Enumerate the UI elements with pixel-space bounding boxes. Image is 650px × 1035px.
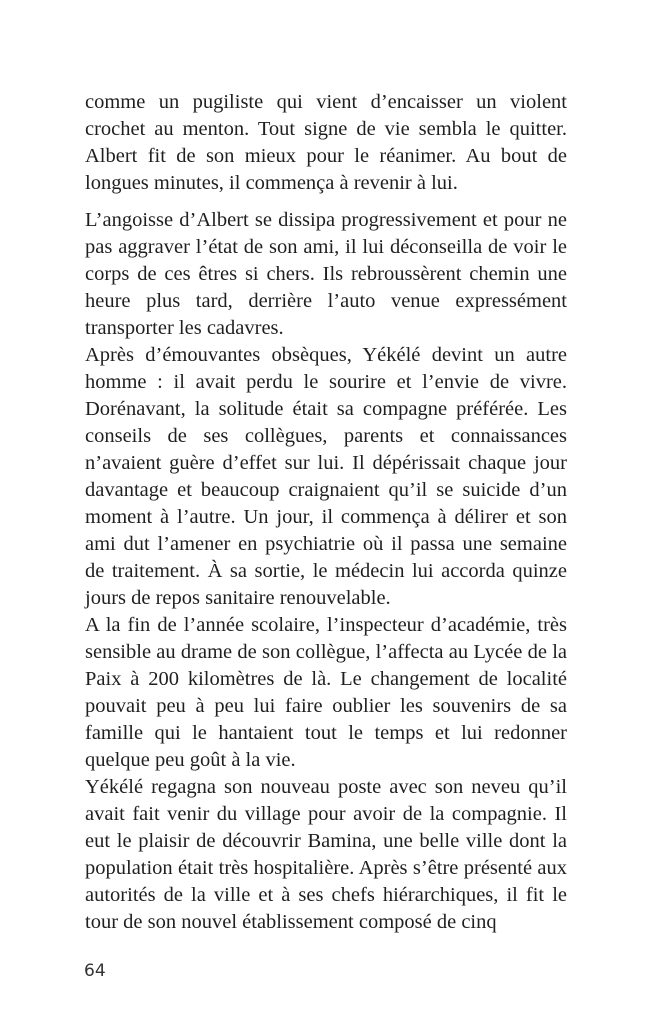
page-number: 64 (84, 961, 106, 981)
paragraph-5: Yékélé regagna son nouveau poste avec son neveu qu’il avait fait venir du village pour avoir de la compagnie. Il eut le plaisir de découvrir Bamina, une belle ville dont la population était très hospitalière. Après s’être présenté aux autorités de la ville et à ses chefs hiérarchiques, il fit le tour de son nouvel établissement composé de cinq (85, 776, 567, 933)
paragraph-1: comme un pugiliste qui vient d’encaisser un violent crochet au menton. Tout signe de vie sembla le quitter. Albert fit de son mieux pour le réanimer. Au bout de longues minutes, il commença à revenir à lui. (85, 91, 567, 194)
body-text (85, 89, 567, 936)
paragraph-3: Après d’émouvantes obsèques, Yékélé devint un autre homme : il avait perdu le sourire et l’envie de vivre. Dorénavant, la solitude était sa compagne préférée. Les conseils de ses collègues, parents et connaissances n’avaient guère d’effet sur lui. Il dépérissait chaque jour davantage et beaucoup craignaient qu’il se suicide d’un moment à l’autre. Un jour, il commença à délirer et son ami dut l’amener en psychiatrie où il passa une semaine de traitement. À sa sortie, le médecin lui accorda quinze jours de repos sanitaire renouvelable. (85, 344, 567, 609)
paragraph-4: A la fin de l’année scolaire, l’inspecteur d’académie, très sensible au drame de son collègue, l’affecta au Lycée de la Paix à 200 kilomètres de là. Le changement de localité pouvait peu à peu lui faire oublier les souvenirs de sa famille qui le hantaient tout le temps et lui redonner quelque peu goût à la vie. (85, 614, 567, 771)
paragraph-2: L’angoisse d’Albert se dissipa progressivement et pour ne pas aggraver l’état de son ami, il lui déconseilla de voir le corps de ces êtres si chers. Ils rebroussèrent chemin une heure plus tard, derrière l’auto venue expressément transporter les cadavres. (85, 209, 567, 339)
